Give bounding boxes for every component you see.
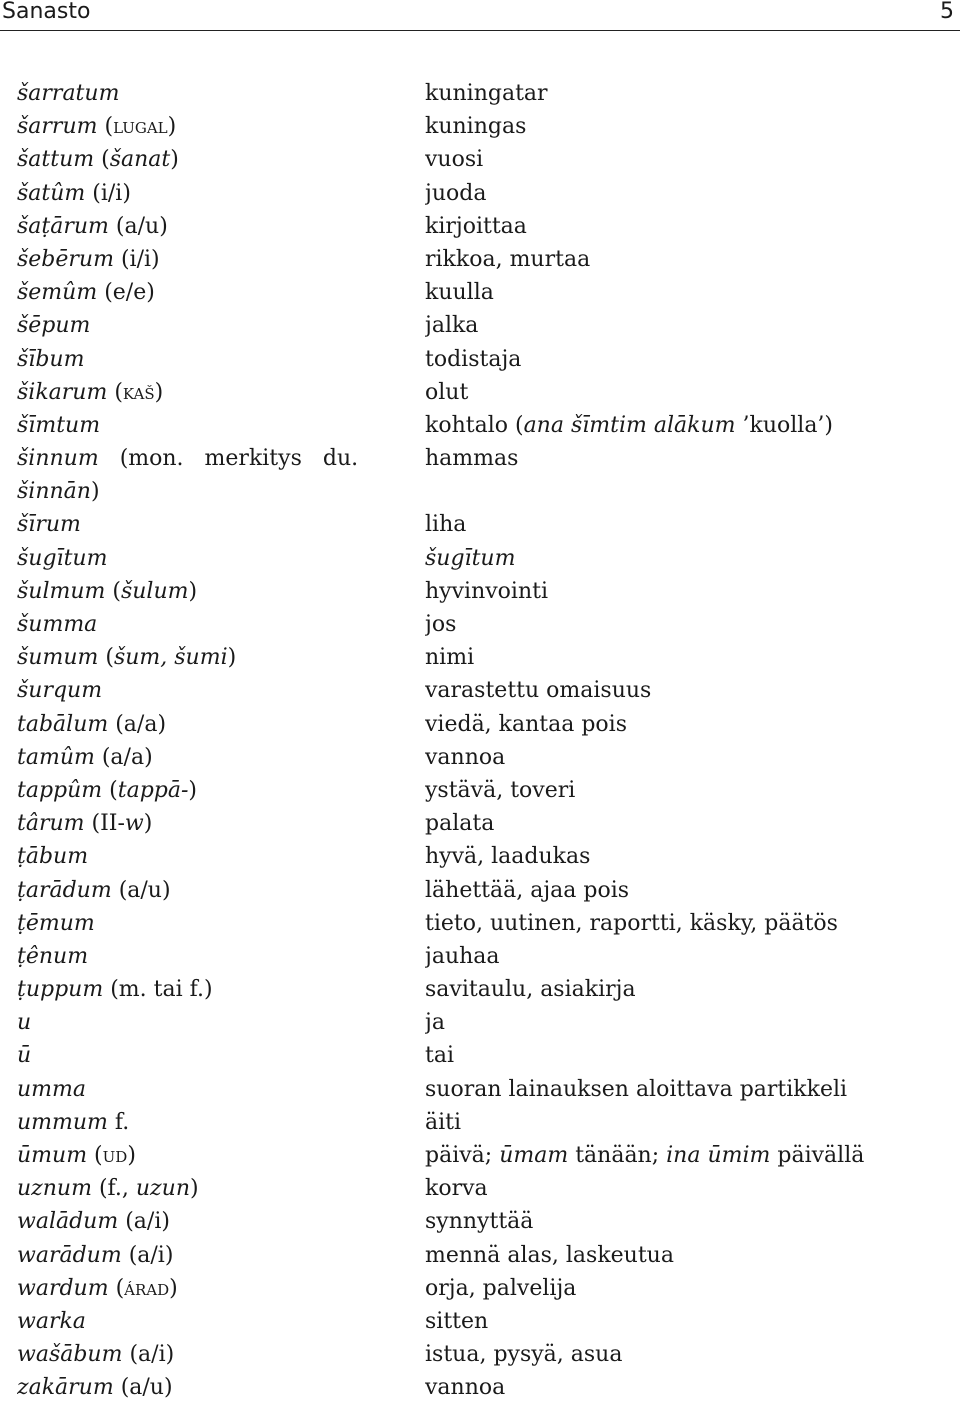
term-text: ( xyxy=(105,578,121,604)
term-text: ṭarādum xyxy=(17,877,112,903)
gloss-text: kuningatar xyxy=(425,81,548,106)
entry-gloss xyxy=(425,674,955,707)
term-text: šanat xyxy=(109,147,171,173)
entry-term xyxy=(17,1305,412,1338)
term-text: ) xyxy=(170,147,179,173)
entry-term xyxy=(17,874,412,907)
gloss-text: savitaulu, asiakirja xyxy=(425,977,636,1003)
term-text: ud xyxy=(102,1143,128,1168)
entry-gloss xyxy=(425,708,955,741)
entry-term xyxy=(17,409,412,442)
term-text: (a/a) xyxy=(94,744,153,770)
term-text: f. xyxy=(107,1109,130,1135)
glossary-entry xyxy=(0,1039,960,1072)
gloss-text: kohtalo ( xyxy=(425,412,524,438)
glossary-entry xyxy=(0,1006,960,1039)
glossary-entry xyxy=(0,77,960,110)
gloss-text: tieto, uutinen, raportti, käsky, päätös xyxy=(425,910,838,936)
term-text: šarrum xyxy=(17,114,98,140)
gloss-text: hyvä, laadukas xyxy=(425,844,591,870)
term-text: uzun xyxy=(135,1176,190,1202)
term-text: šikarum xyxy=(17,379,108,405)
term-text: šatûm xyxy=(17,180,86,206)
entry-term xyxy=(17,1338,412,1371)
gloss-text: päivällä xyxy=(770,1143,865,1168)
term-text: târum xyxy=(17,811,85,837)
entry-term xyxy=(17,1239,412,1272)
gloss-text: ūmam xyxy=(499,1143,569,1168)
entry-term xyxy=(17,210,412,243)
term-text: ) xyxy=(167,114,177,140)
gloss-text: hammas xyxy=(425,446,519,472)
term-text: ) xyxy=(143,811,153,837)
term-text: ṭuppum xyxy=(17,977,104,1003)
glossary-entry xyxy=(0,1106,960,1139)
gloss-text: varastettu omaisuus xyxy=(425,678,652,704)
glossary-list xyxy=(0,77,960,1405)
term-text: (m. tai f.) xyxy=(103,977,213,1003)
entry-gloss xyxy=(425,77,955,110)
term-text: šebērum xyxy=(17,246,114,272)
entry-term xyxy=(17,973,412,1006)
entry-gloss xyxy=(425,376,955,409)
term-text: (a/i) xyxy=(122,1342,175,1368)
term-text: šaṭārum xyxy=(17,213,109,239)
term-text: ūmum xyxy=(17,1143,88,1168)
entry-term xyxy=(17,309,412,342)
glossary-entry xyxy=(0,907,960,940)
entry-gloss xyxy=(425,874,955,907)
gloss-text: tai xyxy=(425,1043,454,1069)
glossary-entry xyxy=(0,1073,960,1106)
term-text: ) xyxy=(188,777,198,803)
entry-gloss xyxy=(425,1106,955,1139)
term-text: tappûm xyxy=(17,777,103,803)
entry-gloss xyxy=(425,110,955,143)
term-text: (a/u) xyxy=(108,213,168,239)
glossary-entry xyxy=(0,1139,960,1172)
entry-gloss xyxy=(425,210,955,243)
term-text: (a/u) xyxy=(113,1375,173,1401)
entry-term xyxy=(17,1205,412,1238)
term-text: šinnān xyxy=(17,479,91,505)
entry-term xyxy=(17,1139,412,1172)
entry-term xyxy=(17,1039,412,1072)
gloss-text: juoda xyxy=(425,180,487,206)
glossary-entry xyxy=(0,1272,960,1305)
term-text: ṭênum xyxy=(17,943,89,969)
term-text: ummum xyxy=(17,1109,108,1135)
term-text: kaš xyxy=(122,379,155,405)
glossary-entry xyxy=(0,608,960,641)
entry-gloss xyxy=(425,774,955,807)
entry-term xyxy=(17,674,412,707)
entry-gloss xyxy=(425,840,955,873)
gloss-text: lähettää, ajaa pois xyxy=(425,877,630,903)
entry-term xyxy=(17,542,412,575)
term-text: šumum xyxy=(17,645,99,671)
term-text: šēpum xyxy=(17,313,91,339)
gloss-text: istua, pysyä, asua xyxy=(425,1342,623,1368)
entry-gloss xyxy=(425,1006,955,1039)
term-text: šinnum xyxy=(17,446,99,472)
glossary-entry xyxy=(0,409,960,442)
entry-gloss xyxy=(425,243,955,276)
glossary-entry xyxy=(0,309,960,342)
entry-term xyxy=(17,940,412,973)
term-text: ( xyxy=(107,379,123,405)
glossary-entry xyxy=(0,1338,960,1371)
term-text: ( xyxy=(98,645,114,671)
term-text: w xyxy=(124,811,144,837)
term-text: ( xyxy=(108,1275,125,1301)
entry-gloss xyxy=(425,940,955,973)
entry-gloss xyxy=(425,575,955,608)
gloss-text: vannoa xyxy=(425,744,506,770)
entry-term xyxy=(17,143,412,176)
term-text: (mon. merkitys du. xyxy=(98,446,359,472)
term-text: (II- xyxy=(84,811,125,837)
term-text: ) xyxy=(227,645,237,671)
glossary-entry xyxy=(0,343,960,376)
term-text: ( xyxy=(94,147,110,173)
gloss-text: ja xyxy=(425,1010,445,1036)
term-text: šumma xyxy=(17,612,98,637)
term-text: šīrum xyxy=(17,512,81,538)
entry-term xyxy=(17,442,412,475)
glossary-entry xyxy=(0,575,960,608)
glossary-entry xyxy=(0,243,960,276)
gloss-text: rikkoa, murtaa xyxy=(425,246,591,272)
entry-term xyxy=(17,376,412,409)
glossary-entry xyxy=(0,475,960,508)
gloss-text: liha xyxy=(425,512,467,538)
entry-gloss xyxy=(425,608,955,641)
gloss-text: korva xyxy=(425,1176,488,1202)
gloss-text: todistaja xyxy=(425,346,522,372)
entry-gloss xyxy=(425,1205,955,1238)
term-text: šemûm xyxy=(17,280,98,306)
entry-gloss xyxy=(425,741,955,774)
entry-term xyxy=(17,1172,412,1205)
term-text: (i/i) xyxy=(85,180,131,206)
term-text: ) xyxy=(154,379,164,405)
gloss-text: šugītum xyxy=(425,545,516,571)
term-text: šattum xyxy=(17,147,95,173)
entry-gloss xyxy=(425,508,955,541)
glossary-entry xyxy=(0,143,960,176)
entry-gloss xyxy=(425,442,955,475)
term-text: ) xyxy=(169,1275,178,1301)
term-text: (e/e) xyxy=(97,280,155,306)
term-text: walādum xyxy=(17,1209,119,1235)
entry-term xyxy=(17,475,412,508)
gloss-text: ystävä, toveri xyxy=(425,777,576,803)
term-text: ṭābum xyxy=(17,844,89,870)
entry-term xyxy=(17,243,412,276)
term-text: ṭēmum xyxy=(17,910,95,936)
gloss-text: synnyttää xyxy=(425,1209,534,1235)
gloss-text: jalka xyxy=(425,313,479,339)
entry-term xyxy=(17,77,412,110)
glossary-entry xyxy=(0,442,960,475)
glossary-entry xyxy=(0,708,960,741)
glossary-entry xyxy=(0,1172,960,1205)
entry-term xyxy=(17,608,412,641)
term-text: tabālum xyxy=(17,711,109,737)
glossary-entry xyxy=(0,874,960,907)
glossary-entry xyxy=(0,1371,960,1404)
entry-term xyxy=(17,708,412,741)
gloss-text: tänään; xyxy=(568,1143,667,1168)
term-text: zakārum xyxy=(17,1375,114,1401)
term-text: warka xyxy=(17,1308,86,1334)
glossary-entry xyxy=(0,807,960,840)
glossary-entry xyxy=(0,177,960,210)
term-text: ) xyxy=(190,1176,199,1202)
term-text: šībum xyxy=(17,346,85,372)
gloss-text: vannoa xyxy=(425,1375,506,1401)
gloss-text: hyvinvointi xyxy=(425,578,548,604)
gloss-text: orja, palvelija xyxy=(425,1275,577,1301)
glossary-entry xyxy=(0,840,960,873)
glossary-entry xyxy=(0,210,960,243)
term-text: šugītum xyxy=(17,545,108,571)
term-text: (f., xyxy=(91,1176,136,1202)
entry-term xyxy=(17,907,412,940)
gloss-text: kuningas xyxy=(425,114,527,140)
glossary-entry xyxy=(0,508,960,541)
gloss-text: viedä, kantaa pois xyxy=(425,711,628,737)
glossary-entry xyxy=(0,641,960,674)
entry-term xyxy=(17,807,412,840)
term-text: lugal xyxy=(113,114,168,140)
entry-term xyxy=(17,110,412,143)
gloss-text: suoran lainauksen aloittava partikkeli xyxy=(425,1076,848,1102)
term-text: šarratum xyxy=(17,81,120,106)
term-text: (a/a) xyxy=(108,711,167,737)
gloss-text: kuulla xyxy=(425,280,494,306)
term-text: uznum xyxy=(17,1176,92,1202)
gloss-text: mennä alas, laskeutua xyxy=(425,1242,674,1268)
term-text: umma xyxy=(17,1076,87,1102)
entry-gloss xyxy=(425,1305,955,1338)
entry-term xyxy=(17,343,412,376)
gloss-text: palata xyxy=(425,811,495,837)
term-text: ( xyxy=(102,777,118,803)
entry-gloss xyxy=(425,143,955,176)
entry-gloss xyxy=(425,1338,955,1371)
entry-gloss xyxy=(425,807,955,840)
entry-term xyxy=(17,276,412,309)
term-text: ( xyxy=(97,114,114,140)
gloss-text: ana šīmtim alākum xyxy=(523,412,736,438)
term-text: šīmtum xyxy=(17,412,101,438)
term-text: šulmum xyxy=(17,578,106,604)
glossary-entry xyxy=(0,1239,960,1272)
entry-term xyxy=(17,774,412,807)
term-text: (a/i) xyxy=(121,1242,174,1268)
entry-gloss xyxy=(425,973,955,1006)
gloss-text: vuosi xyxy=(425,147,484,173)
page-number: 5 xyxy=(940,0,954,24)
term-text: tappā- xyxy=(117,777,189,803)
entry-gloss xyxy=(425,1139,955,1172)
entry-gloss xyxy=(425,641,955,674)
entry-gloss xyxy=(425,907,955,940)
entry-term xyxy=(17,840,412,873)
entry-gloss xyxy=(425,542,955,575)
gloss-text: kirjoittaa xyxy=(425,213,527,239)
gloss-text: päivä; xyxy=(425,1143,500,1168)
glossary-entry xyxy=(0,973,960,1006)
entry-term xyxy=(17,177,412,210)
entry-term xyxy=(17,741,412,774)
glossary-entry xyxy=(0,940,960,973)
glossary-entry xyxy=(0,1205,960,1238)
glossary-entry xyxy=(0,741,960,774)
term-text: ) xyxy=(127,1143,136,1168)
entry-gloss xyxy=(425,309,955,342)
term-text: (i/i) xyxy=(113,246,160,272)
gloss-text: jauhaa xyxy=(425,943,500,969)
term-text: šulum xyxy=(120,578,189,604)
glossary-entry xyxy=(0,276,960,309)
entry-term xyxy=(17,1272,412,1305)
term-text: warādum xyxy=(17,1242,122,1268)
term-text: ) xyxy=(90,479,100,505)
glossary-entry xyxy=(0,376,960,409)
term-text: šum, šumi xyxy=(113,645,228,671)
gloss-text: sitten xyxy=(425,1308,489,1334)
term-text: árad xyxy=(124,1275,170,1301)
entry-term xyxy=(17,1371,412,1404)
entry-term xyxy=(17,1006,412,1039)
page-header xyxy=(0,0,960,31)
entry-gloss xyxy=(425,1272,955,1305)
entry-gloss xyxy=(425,1073,955,1106)
gloss-text: äiti xyxy=(425,1109,462,1135)
gloss-text: jos xyxy=(425,612,457,637)
term-text: (a/u) xyxy=(111,877,171,903)
entry-gloss xyxy=(425,1239,955,1272)
term-text: u xyxy=(17,1010,32,1036)
entry-term xyxy=(17,575,412,608)
term-text: ( xyxy=(87,1143,103,1168)
page-title: Sanasto xyxy=(2,0,91,24)
term-text: (a/i) xyxy=(118,1209,170,1235)
entry-gloss xyxy=(425,1371,955,1404)
term-text: šurqum xyxy=(17,678,103,704)
entry-gloss xyxy=(425,409,955,442)
term-text: wardum xyxy=(17,1275,109,1301)
glossary-entry xyxy=(0,774,960,807)
entry-term xyxy=(17,641,412,674)
entry-term xyxy=(17,1073,412,1106)
gloss-text: nimi xyxy=(425,645,475,671)
term-text: wašābum xyxy=(17,1342,123,1368)
glossary-entry xyxy=(0,1305,960,1338)
term-text: tamûm xyxy=(17,744,95,770)
gloss-text: ina ūmim xyxy=(666,1143,771,1168)
glossary-entry xyxy=(0,110,960,143)
glossary-entry xyxy=(0,542,960,575)
entry-gloss xyxy=(425,177,955,210)
gloss-text: olut xyxy=(425,379,469,405)
entry-gloss xyxy=(425,343,955,376)
entry-gloss xyxy=(425,1039,955,1072)
entry-term xyxy=(17,1106,412,1139)
gloss-text: ’kuolla’) xyxy=(735,412,834,438)
term-text: ū xyxy=(17,1043,32,1069)
entry-gloss xyxy=(425,276,955,309)
term-text: ) xyxy=(188,578,198,604)
glossary-entry xyxy=(0,674,960,707)
entry-term xyxy=(17,508,412,541)
entry-gloss xyxy=(425,1172,955,1205)
